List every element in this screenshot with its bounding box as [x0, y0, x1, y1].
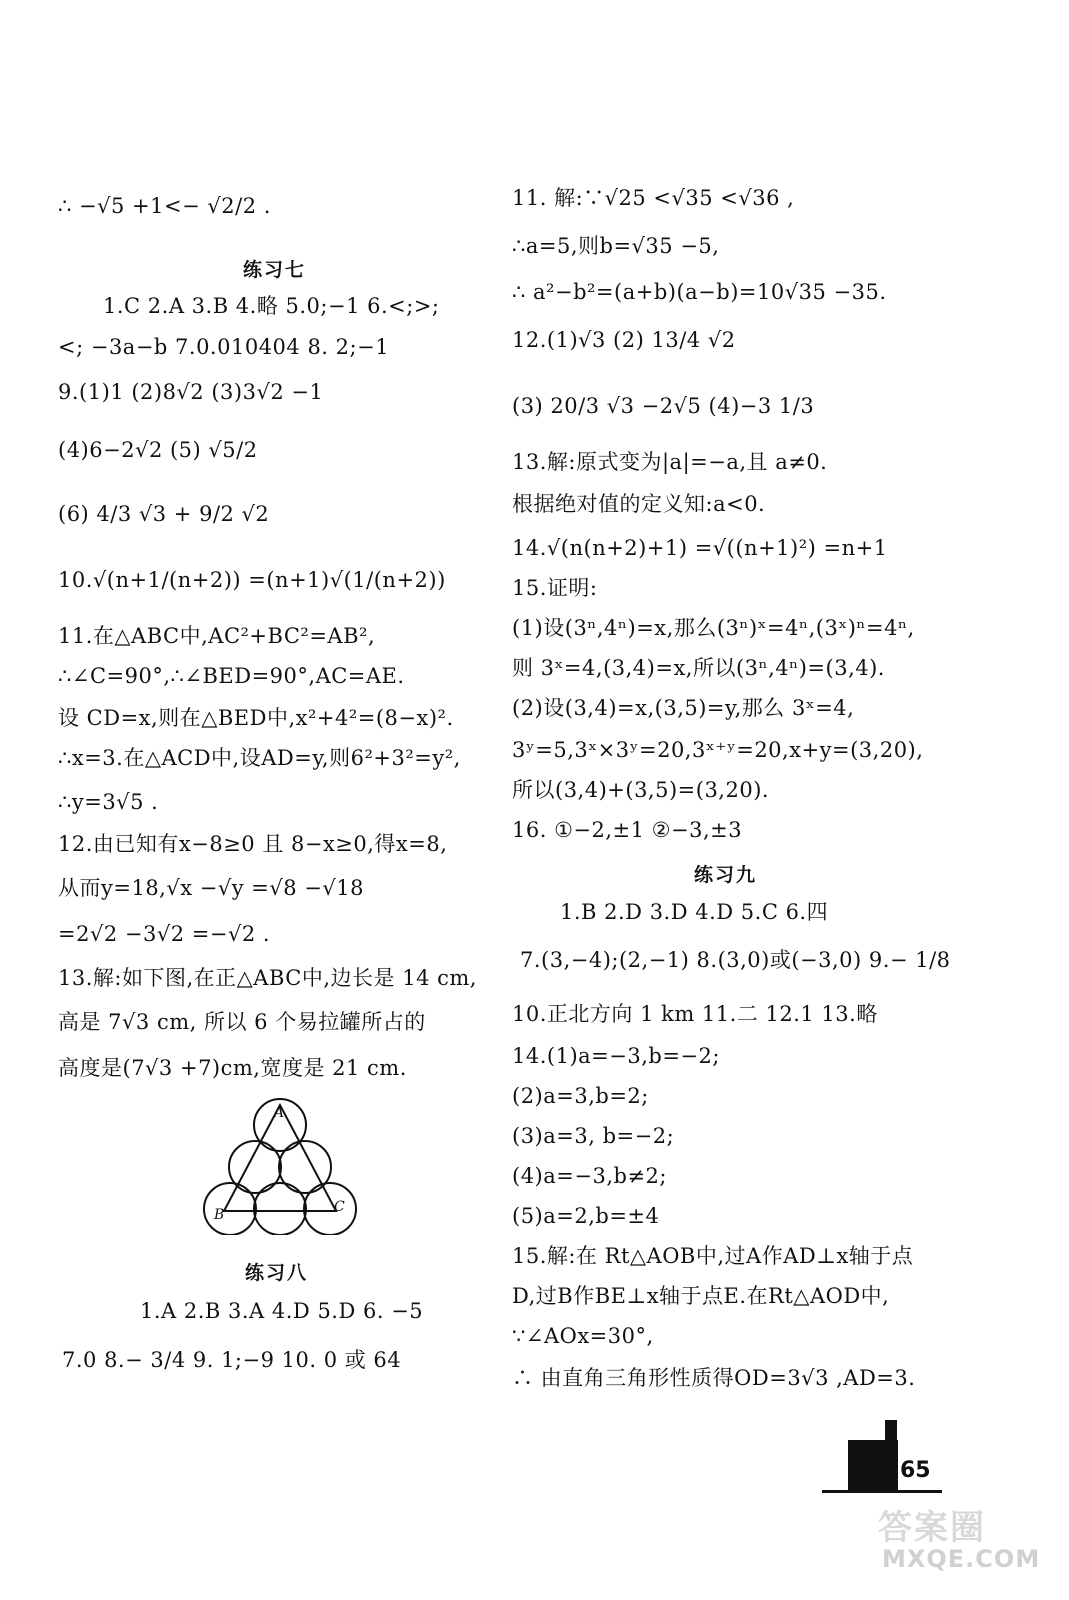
text-line: ∴∠C=90°,∴∠BED=90°,AC=AE. — [58, 664, 405, 688]
text-line: 11.在△ABC中,AC²+BC²=AB², — [58, 624, 376, 648]
text-line: 10.正北方向 1 km 11.二 12.1 13.略 — [512, 1002, 878, 1026]
text-line: 1.B 2.D 3.D 4.D 5.C 6.四 — [560, 900, 829, 924]
text-line: 13.解:原式变为|a|=−a,且 a≠0. — [512, 450, 828, 474]
text-line: 7.(3,−4);(2,−1) 8.(3,0)或(−3,0) 9.− 1/8 — [520, 948, 951, 972]
text-line: (1)设(3ⁿ,4ⁿ)=x,那么(3ⁿ)ˣ=4ⁿ,(3ˣ)ⁿ=4ⁿ, — [512, 616, 915, 640]
page-marker-tab — [885, 1420, 897, 1442]
page-number: 65 — [900, 1458, 931, 1483]
text-line: 12.由已知有x−8≥0 且 8−x≥0,得x=8, — [58, 832, 448, 856]
text-line: 根据绝对值的定义知:a<0. — [512, 492, 766, 516]
text-line: (4)a=−3,b≠2; — [512, 1164, 667, 1188]
text-line: 14.√(n(n+2)+1) =√((n+1)²) =n+1 — [512, 536, 888, 560]
text-line: 高是 7√3 cm, 所以 6 个易拉罐所占的 — [58, 1010, 426, 1034]
text-line: ∴a=5,则b=√35 −5, — [512, 234, 720, 258]
text-line: 12.(1)√3 (2) 13/4 √2 — [512, 328, 736, 352]
text-line: ∴ 由直角三角形性质得OD=3√3 ,AD=3. — [512, 1366, 916, 1390]
text-line: 1.A 2.B 3.A 4.D 5.D 6. −5 — [140, 1299, 424, 1323]
footer-rule — [822, 1490, 942, 1493]
text-line: <; −3a−b 7.0.010404 8. 2;−1 — [58, 335, 390, 359]
text-line: 9.(1)1 (2)8√2 (3)3√2 −1 — [58, 380, 324, 404]
text-line: 11. 解:∵√25 <√35 <√36 , — [512, 186, 795, 210]
text-line: =2√2 −3√2 =−√2 . — [58, 922, 271, 946]
text-line: ∴x=3.在△ACD中,设AD=y,则6²+3²=y², — [58, 746, 461, 770]
watermark-url: MXQE.COM — [882, 1545, 1041, 1573]
section-heading-practice-8: 练习八 — [245, 1262, 309, 1284]
text-line: 则 3ˣ=4,(3,4)=x,所以(3ⁿ,4ⁿ)=(3,4). — [512, 656, 885, 680]
section-heading-practice-7: 练习七 — [243, 259, 307, 281]
text-line: (2)a=3,b=2; — [512, 1084, 649, 1108]
text-line: ∵∠AOx=30°, — [512, 1324, 654, 1348]
text-line: (5)a=2,b=±4 — [512, 1204, 660, 1228]
vertex-label-b: B — [214, 1207, 225, 1223]
text-line: 16. ①−2,±1 ②−3,±3 — [512, 818, 743, 842]
section-heading-practice-9: 练习九 — [694, 864, 758, 886]
text-line: 设 CD=x,则在△BED中,x²+4²=(8−x)². — [58, 706, 454, 730]
text-line: (6) 4/3 √3 + 9/2 √2 — [58, 502, 270, 526]
text-line: 3ʸ=5,3ˣ×3ʸ=20,3ˣ⁺ʸ=20,x+y=(3,20), — [512, 738, 924, 762]
text-line: 15.解:在 Rt△AOB中,过A作AD⊥x轴于点 — [512, 1244, 914, 1268]
text-line: ∴y=3√5 . — [58, 790, 159, 814]
text-line: 14.(1)a=−3,b=−2; — [512, 1044, 720, 1068]
text-line: 所以(3,4)+(3,5)=(3,20). — [512, 778, 770, 802]
text-line: 1.C 2.A 3.B 4.略 5.0;−1 6.<;>; — [103, 294, 440, 318]
text-line: D,过B作BE⊥x轴于点E.在Rt△AOD中, — [512, 1284, 890, 1308]
text-line: (4)6−2√2 (5) √5/2 — [58, 438, 258, 462]
text-line: 高度是(7√3 +7)cm,宽度是 21 cm. — [58, 1056, 407, 1080]
text-line: (3) 20/3 √3 −2√5 (4)−3 1/3 — [512, 394, 815, 418]
text-line: (3)a=3, b=−2; — [512, 1124, 675, 1148]
triangle-circles-figure — [200, 1095, 360, 1235]
text-line: 从而y=18,√x −√y =√8 −√18 — [58, 876, 364, 900]
text-line: 10.√(n+1/(n+2)) =(n+1)√(1/(n+2)) — [58, 568, 446, 592]
text-line: 7.0 8.− 3/4 9. 1;−9 10. 0 或 64 — [62, 1348, 402, 1372]
text-line: (2)设(3,4)=x,(3,5)=y,那么 3ˣ=4, — [512, 696, 855, 720]
vertex-label-c: C — [334, 1199, 345, 1215]
page-marker-block — [848, 1440, 898, 1490]
text-line: ∴ a²−b²=(a+b)(a−b)=10√35 −35. — [512, 280, 887, 304]
vertex-label-a: A — [274, 1105, 285, 1121]
watermark-logo: 答案圈 — [878, 1508, 986, 1548]
text-line: 15.证明: — [512, 576, 598, 600]
text-line: ∴ −√5 +1<− √2/2 . — [58, 194, 271, 218]
text-line: 13.解:如下图,在正△ABC中,边长是 14 cm, — [58, 966, 477, 990]
